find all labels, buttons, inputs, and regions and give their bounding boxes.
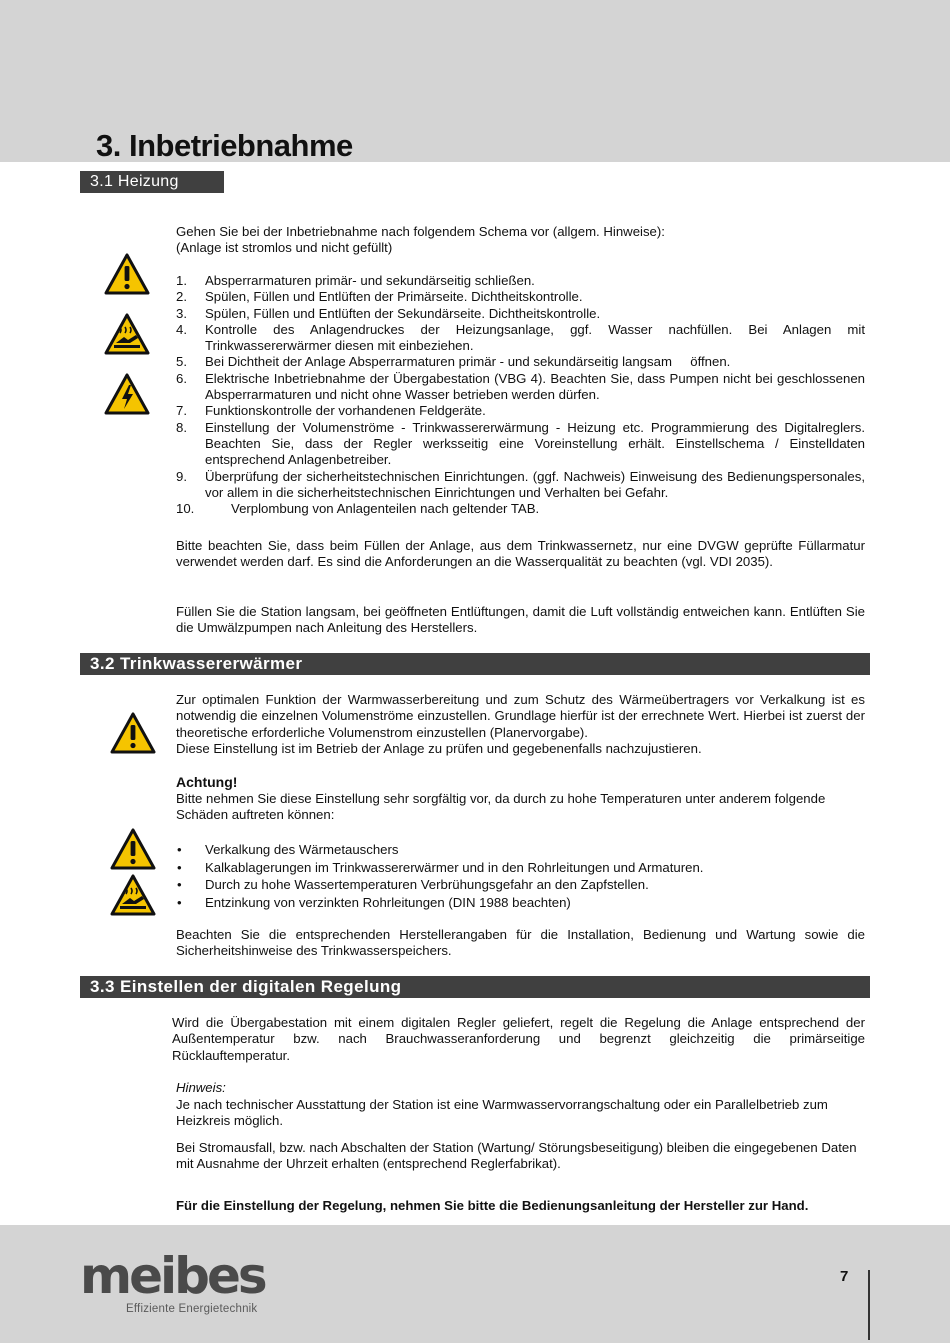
warning-text: Bitte nehmen Sie diese Einstellung sehr sorgfältig vor, da durch zu hohe Temperaturen unter anderem folgende Schäden auftreten können: (176, 791, 826, 823)
step-number: 9. (176, 468, 187, 484)
step-number: 7. (176, 403, 187, 419)
list-item: • Durch zu hohe Wassertemperaturen Verbrühungsgefahr an den Zapfstellen. (176, 876, 865, 894)
filling-notice: Bitte beachten Sie, dass beim Füllen der Anlage, aus dem Trinkwassernetz, nur eine DVGW geprüfte Füllarmatur verwendet werden darf. Es sind die Anforderungen an die Wasserqualität zu beachten (vgl. VDI 2035). (176, 538, 865, 570)
list-item (176, 420, 865, 469)
step-number: 10. (176, 501, 195, 517)
step-number: 2. (176, 289, 187, 305)
list-item (176, 273, 865, 289)
list-item (176, 469, 865, 502)
warning-icon (110, 828, 156, 870)
list-item (176, 322, 865, 355)
section-heading-digitale-regelung: 3.3 Einstellen der digitalen Regelung (80, 976, 870, 998)
step-text: Verplombung von Anlagenteilen nach geltender TAB. (231, 501, 540, 517)
warning-icon (110, 712, 156, 754)
logo-tagline: Effiziente Energietechnik (126, 1303, 258, 1315)
flow-check-paragraph: Diese Einstellung ist im Betrieb der Anlage zu prüfen und gegebenenfalls nachzujustieren. (176, 741, 702, 756)
page-divider (868, 1270, 870, 1340)
list-item (176, 403, 865, 419)
commissioning-steps (176, 273, 865, 517)
list-item (176, 371, 865, 404)
section-heading-heizung: 3.1 Heizung (80, 171, 224, 193)
step-text: Bei Dichtheit der Anlage Absperrarmaturen primär - und sekundärseitig langsam öffnen. (205, 354, 731, 370)
flow-setting-paragraph: Zur optimalen Funktion der Warmwasserbereitung und zum Schutz des Wärmeübertragers vor Verkalkung ist es notwendig die einzelnen Volumenströme einzustellen. Grundlage hierfür ist der errechnete Wert. Hierbei ist zuerst der theoretische erforderliche Volumenstrom einzustellen (Planervorgabe). (176, 692, 865, 740)
electrical-hazard-icon (104, 373, 150, 415)
step-text: Spülen, Füllen und Entlüften der Primärseite. Dichtheitskontrolle. (205, 289, 583, 305)
step-text: Absperrarmaturen primär- und sekundärseitig schließen. (205, 273, 535, 288)
step-text: Überprüfung der sicherheitstechnischen Einrichtungen. (ggf. Nachweis) Einweisung des Bedienungspersonales, vor allem in die sicherheitstechnischen Einrichtungen und Verhalten bei Gefahr. (205, 468, 865, 500)
list-item (176, 501, 865, 517)
hot-surface-icon (104, 313, 150, 355)
manufacturer-notice: Beachten Sie die entsprechenden Herstellerangaben für die Installation, Bedienung und Wartung sowie die Sicherheitshinweise des Trinkwasserspeichers. (176, 927, 865, 959)
power-failure-paragraph: Bei Stromausfall, bzw. nach Abschalten der Station (Wartung/ Störungsbeseitigung) bleiben die eingegebenen Daten mit Ausnahme der Uhrzeit erhalten (entsprechend Reglerfabrikat). (176, 1140, 857, 1172)
intro-line-2: (Anlage ist stromlos und nicht gefüllt) (176, 240, 393, 255)
step-text: Funktionskontrolle der vorhandenen Feldgeräte. (205, 403, 486, 419)
damage-list (176, 841, 865, 911)
step-number: 3. (176, 305, 187, 321)
step-text: Spülen, Füllen und Entlüften der Sekundärseite. Dichtheitskontrolle. (205, 305, 601, 321)
page-number: 7 (840, 1268, 849, 1285)
list-item: • Verkalkung des Wärmetauschers (176, 841, 865, 859)
intro-line-1: Gehen Sie bei der Inbetriebnahme nach folgendem Schema vor (allgem. Hinweise): (176, 224, 665, 239)
chapter-title: 3. Inbetriebnahme (96, 128, 353, 163)
controller-paragraph: Wird die Übergabestation mit einem digitalen Regler geliefert, regelt die Regelung die Anlage entsprechend der Außentemperatur bzw. nach Brauchwasseranforderung und begrenzt gleichzeitig die primärseitige Rücklauftemperatur. (172, 1015, 865, 1063)
list-item (176, 289, 865, 305)
warning-icon (104, 253, 150, 295)
venting-notice: Füllen Sie die Station langsam, bei geöffneten Entlüftungen, damit die Luft vollständig entweichen kann. Entlüften Sie die Umwälzpumpen nach Anleitung des Herstellers. (176, 604, 865, 636)
step-text: Einstellung der Volumenströme - Trinkwassererwärmung - Heizung etc. Programmierung des Digitalreglers. Beachten Sie, dass der Regler werksseitig eine Voreinstellung erhält. Einstellschema / Einstelldaten entsprechend Anlagenbetreiber. (205, 419, 865, 468)
hint-label: Hinweis: (176, 1080, 226, 1095)
step-text: Elektrische Inbetriebnahme der Übergabestation (VBG 4). Beachten Sie, dass Pumpen nicht bei geschlossenen Absperrarmaturen und nicht ohne Wasser betrieben werden dürfen. (205, 370, 865, 403)
step-number: 6. (176, 370, 187, 386)
hot-surface-icon (110, 874, 156, 916)
list-item (176, 306, 865, 322)
step-number: 1. (176, 273, 187, 288)
list-item: • Entzinkung von verzinkten Rohrleitungen (DIN 1988 beachten) (176, 894, 865, 912)
step-number: 4. (176, 321, 187, 337)
final-note: Für die Einstellung der Regelung, nehmen Sie bitte die Bedienungsanleitung der Hersteller zur Hand. (176, 1198, 809, 1213)
step-number: 5. (176, 354, 187, 370)
hint-text: Je nach technischer Ausstattung der Station ist eine Warmwasservorrangschaltung oder ein Parallelbetrieb zum Heizkreis möglich. (176, 1097, 828, 1129)
warning-title: Achtung! (176, 774, 238, 790)
meibes-logo: meibes (80, 1247, 265, 1305)
section-heading-trinkwassererwaermer: 3.2 Trinkwassererwärmer (80, 653, 870, 675)
list-item: • Kalkablagerungen im Trinkwassererwärmer und in den Rohrleitungen und Armaturen. (176, 859, 865, 877)
step-text: Kontrolle des Anlagendruckes der Heizungsanlage, ggf. Wasser nachfüllen. Bei Anlagen mit Trinkwassererwärmer diesen mit einbeziehen. (205, 321, 865, 354)
step-number: 8. (176, 419, 187, 435)
list-item (176, 354, 865, 370)
